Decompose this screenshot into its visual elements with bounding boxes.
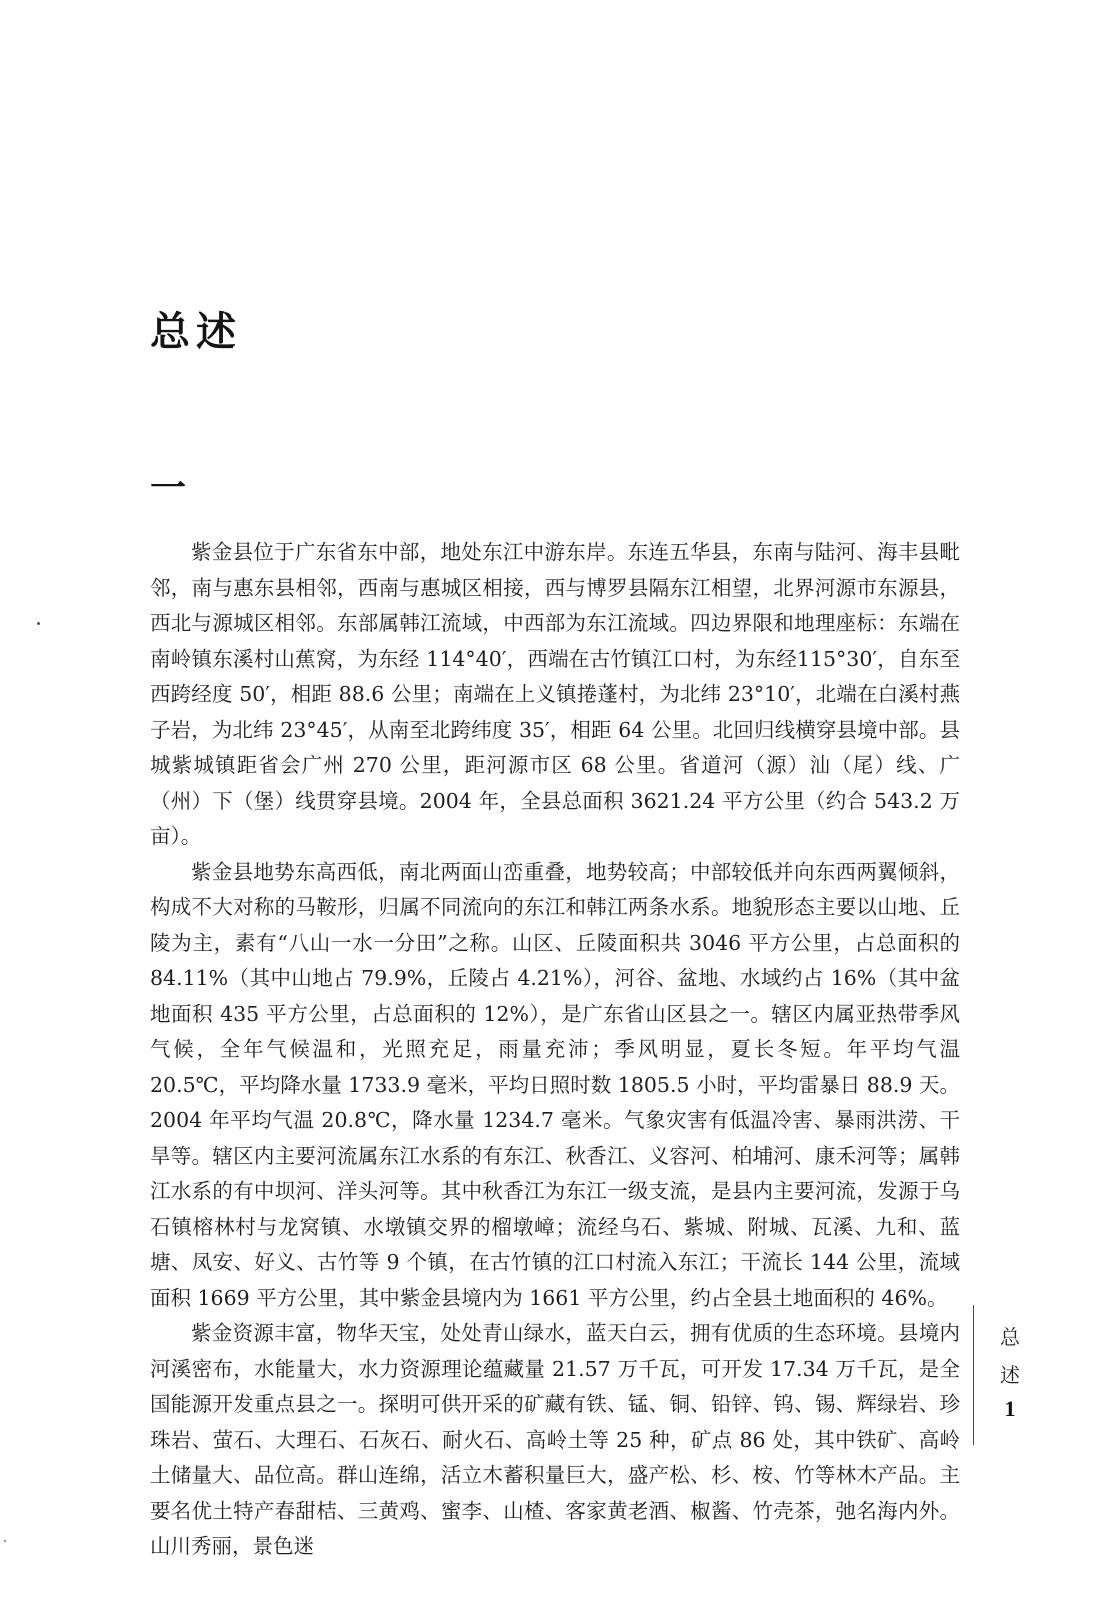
- chapter-title: 总述: [150, 309, 242, 355]
- running-head-char: 述: [1000, 1363, 1020, 1387]
- scan-speck: [4, 1540, 6, 1542]
- scan-speck: [37, 622, 40, 625]
- body-text: [150, 535, 960, 1565]
- running-head: [998, 1318, 1022, 1394]
- margin-rule: [973, 1305, 974, 1445]
- running-head-char: 总: [1000, 1325, 1020, 1349]
- section-number: 一: [150, 468, 187, 509]
- paragraph: 紫金县位于广东省东中部，地处东江中游东岸。东连五华县，东南与陆河、海丰县毗邻，南与惠东县相邻，西南与惠城区相接，西与博罗县隔东江相望，北界河源市东源县，西北与源城区相邻。东部属韩江流域，中西部为东江流域。四边界限和地理座标：东端在南岭镇东溪村山蕉窝，为东经 114°40′，西端在古竹镇江口村，为东经115°30′，自东至西跨经度 50′，相距 88.6 公里；南端在上义镇捲蓬村，为北纬 23°10′，北端在白溪村燕子岩，为北纬 23°45′，从南至北跨纬度 35′，相距 64 公里。北回归线横穿县境中部。县城紫城镇距省会广州 270 公里，距河源市区 68 公里。省道河（源）汕（尾）线、广（州）下（堡）线贯穿县境。2004 年，全县总面积 3621.24 平方公里（约合 543.2 万亩）。: [150, 540, 960, 848]
- paragraph: 紫金县地势东高西低，南北两面山峦重叠，地势较高；中部较低并向东西两翼倾斜，构成不大对称的马鞍形，归属不同流向的东江和韩江两条水系。地貌形态主要以山地、丘陵为主，素有“八山一水一分田”之称。山区、丘陵面积共 3046 平方公里，占总面积的 84.11%（其中山地占 79.9%，丘陵占 4.21%），河谷、盆地、水域约占 16%（其中盆地面积 435 平方公里，占总面积的 12%），是广东省山区县之一。辖区内属亚热带季风气候，全年气候温和，光照充足，雨量充沛；季风明显，夏长冬短。年平均气温 20.5℃，平均降水量 1733.9 毫米，平均日照时数 1805.5 小时，平均雷暴日 88.9 天。2004 年平均气温 20.8℃，降水量 1234.7 毫米。气象灾害有低温冷害、暴雨洪涝、干旱等。辖区内主要河流属东江水系的有东江、秋香江、义容河、柏埔河、康禾河等；属韩江水系的有中坝河、洋头河等。其中秋香江为东江一级支流，是县内主要河流，发源于乌石镇榕林村与龙窝镇、水墩镇交界的榴墩嶂；流经乌石、紫城、附城、瓦溪、九和、蓝塘、凤安、好义、古竹等 9 个镇，在古竹镇的江口村流入东江；干流长 144 公里，流域面积 1669 平方公里，其中紫金县境内为 1661 平方公里，约占全县土地面积的 46%。: [150, 859, 960, 1310]
- paragraph: 紫金资源丰富，物华天宝，处处青山绿水，蓝天白云，拥有优质的生态环境。县境内河溪密布，水能量大，水力资源理论蕴藏量 21.57 万千瓦，可开发 17.34 万千瓦，是全国能源开发重点县之一。探明可供开采的矿藏有铁、锰、铜、铅锌、钨、锡、辉绿岩、珍珠岩、萤石、大理石、石灰石、耐火石、高岭土等 25 种，矿点 86 处，其中铁矿、高岭土储量大、品位高。群山连绵，活立木蓄积量巨大，盛产松、杉、桉、竹等林木产品。主要名优土特产春甜桔、三黄鸡、蜜李、山楂、客家黄老酒、椒酱、竹壳茶，弛名海内外。山川秀丽，景色迷: [150, 1321, 960, 1558]
- page-number: 1: [1004, 1396, 1016, 1421]
